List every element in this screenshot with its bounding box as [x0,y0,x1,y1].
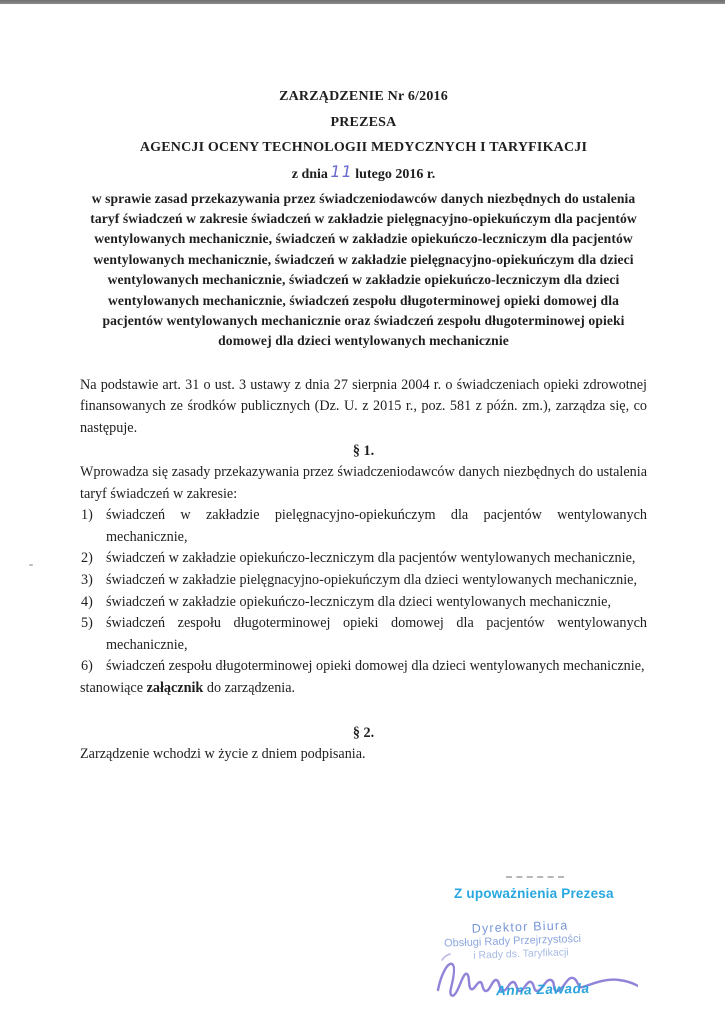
list-item-text: świadczeń zespołu długoterminowej opieki domowej dla dzieci wentylowanych mechanicznie, [106,658,645,675]
list-item-text: świadczeń w zakładzie opiekuńczo-leczniczym dla pacjentów wentylowanych mechanicznie, [106,550,636,567]
list-item-text: świadczeń w zakładzie pielęgnacyjno-opiekuńczym dla dzieci wentylowanych mechanicznie, [106,572,638,588]
closing-suffix: do zarządzenia. [203,679,296,696]
list-item-number: 4) [81,593,93,610]
list-item-text: świadczeń w zakładzie pielęgnacyjno-opiekuńczym dla pacjentów wentylowanych mechanicznie, [106,507,647,545]
section-1-heading: § 1. [352,442,375,459]
list-item-number: 6) [81,658,93,675]
list-item [80,592,647,614]
list-item-number: 1) [81,507,93,524]
date-suffix: lutego 2016 r. [355,166,436,182]
authorization-stamp-text: Z upoważnienia Prezesa [454,886,614,901]
list-item [80,505,647,548]
list-item-text: świadczeń zespołu długoterminowej opieki domowej dla pacjentów wentylowanych mechanicznie, [106,615,647,653]
document-date-line [80,161,647,187]
document-issuer: PREZESA [330,114,397,130]
list-item [80,613,647,656]
list-item [80,548,647,570]
list-item-text: świadczeń w zakładzie opiekuńczo-leczniczym dla dzieci wentylowanych mechanicznie, [106,593,611,610]
section-1-intro: Wprowadza się zasady przekazywania przez świadczeniodawców danych niezbędnych do ustalenia taryf świadczeń w zakresie: [80,464,647,502]
services-list [80,505,647,678]
date-prefix: z dnia [291,166,328,182]
handwritten-day: 11 [328,161,355,181]
scan-speck-artifact [29,564,33,566]
attachment-closing-line [80,678,647,700]
stamp-line-1: Dyrektor Biura [471,918,569,936]
closing-bold-word: załącznik [146,679,204,696]
stamp-edge-artifact [506,876,564,878]
stamp-line-2: Obsługi Rady Przejrzystości [443,932,582,950]
stamp-line-3: i Rady ds. Taryfikacji [473,946,569,962]
list-item-number: 2) [81,550,93,567]
closing-prefix: stanowiące [80,679,147,696]
list-item-number: 5) [81,615,93,632]
document-subject: w sprawie zasad przekazywania przez świadczeniodawców danych niezbędnych do ustalenia taryf świadczeń w zakresie świadczeń w zakładzie pielęgnacyjno-opiekuńczym dla pacjentów wentylowanych mechanicznie, świadczeń w zakładzie opiekuńczo-leczniczym dla pacjentów wentylowanych mechanicznie, świadczeń w zakładzie pielęgnacyjno-opiekuńczym dla dzieci wentylowanych mechanicznie, świadczeń w zakładzie opiekuńczo-leczniczym dla dzieci wentylowanych mechanicznie, świadczeń zespołu długoterminowej opieki domowej dla pacjentów wentylowanych mechanicznie oraz świadczeń zespołu długoterminowej opieki domowej dla dzieci wentylowanych mechanicznie [90,190,637,349]
section-2-heading: § 2. [352,724,375,741]
list-item-number: 3) [81,572,93,588]
document-content [80,84,647,766]
list-item [80,656,647,678]
section-2-text: Zarządzenie wchodzi w życie z dniem podpisania. [80,746,366,763]
legal-basis-paragraph: Na podstawie art. 31 o ust. 3 ustawy z dnia 27 sierpnia 2004 r. o świadczeniach opieki zdrowotnej finansowanych ze środków publicznych (Dz. U. z 2015 r., poz. 581 z późn. zm.), zarządza się, co następuje. [80,376,647,436]
document-title: ZARZĄDZENIE Nr 6/2016 [279,89,448,104]
agency-name: AGENCJI OCENY TECHNOLOGII MEDYCZNYCH I TARYFIKACJI [139,140,588,155]
list-item [80,570,647,592]
scan-edge-artifact [0,0,725,4]
signer-name-stamp: Anna Zawada [495,980,590,999]
